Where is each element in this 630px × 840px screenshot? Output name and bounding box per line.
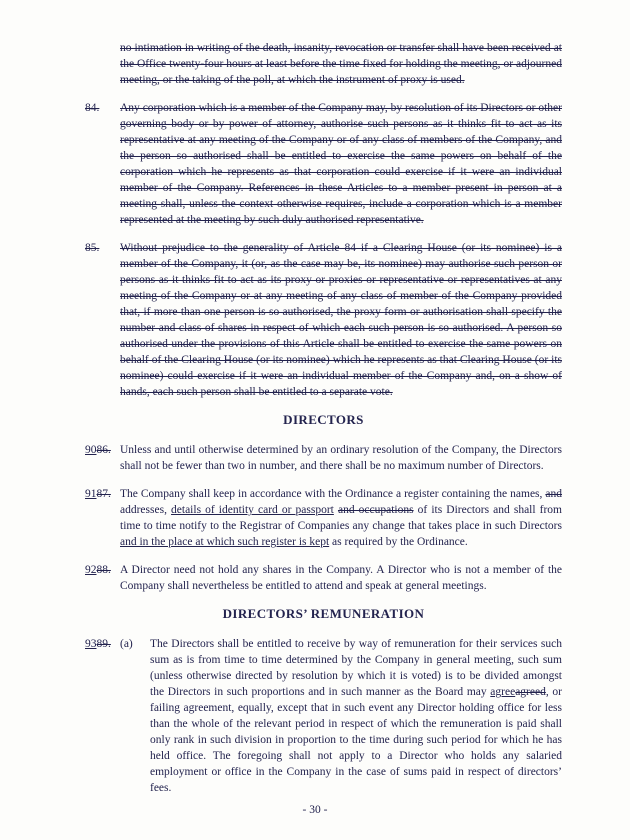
- text-segment-underline: agree: [490, 686, 516, 698]
- numbered-paragraph: [85, 636, 562, 796]
- text-segment-underline: 93: [85, 638, 97, 650]
- text-segment-plain: , or failing agreement, equally, except that in such event any Director holding office for less than the whole of the relevant period in respect of which the remuneration is paid shall only rank in such division in proportion to the time during such period for which he has held office. The foregoing shall not apply to a Director who holds any salaried employment or office in the Company in the case of sums paid in respect of directors’ fees.: [150, 686, 562, 794]
- text-segment-strike: Any corporation which is a member of the Company may, by resolution of its Directors or other governing body or by power of attorney, authorise such persons as it thinks fit to act as its representative at any meeting of the Company or of any class of members of the Company, and the person so authorised shall be entitled to exercise the same powers on behalf of the corporation which he represents as that corporation could exercise if it were an individual member of the Company. References in these Articles to a member present in person at a meeting shall, unless the context otherwise requires, include a corporation which is a member represented at the meeting by such duly authorised representative.: [120, 102, 562, 226]
- numbered-paragraph: [85, 240, 562, 400]
- paragraph-text: [120, 40, 562, 88]
- paragraph-text: [120, 100, 562, 228]
- text-segment-plain: A Director need not hold any shares in the Company. A Director who is not a member of the Company shall nevertheless be entitled to attend and speak at general meetings.: [120, 564, 562, 592]
- article-number: [85, 240, 120, 400]
- paragraph-text: [120, 486, 562, 550]
- section-heading: DIRECTORS’ REMUNERATION: [222, 606, 425, 621]
- numbered-paragraph: [85, 442, 562, 474]
- text-segment-strike: 84.: [85, 102, 100, 114]
- continuation-paragraph: [85, 40, 562, 88]
- text-segment-underline: details of identity card or passport: [171, 504, 334, 516]
- numbered-paragraph: [85, 100, 562, 228]
- text-segment-strike: no intimation in writing of the death, insanity, revocation or transfer shall have been received at the Office twenty-four hours at least before the time fixed for holding the meeting, or adjourned meeting, or the taking of the poll, at which the instrument of proxy is used.: [120, 42, 562, 86]
- text-segment-strike: and: [545, 488, 562, 500]
- text-segment-strike: agreed: [515, 686, 546, 698]
- text-segment-plain: The Directors shall be entitled to receive by way of remuneration for their services such sum as is from time to time determined by the Company in general meeting, such sum (unless otherwise directed by resolution by which it is voted) is to be divided amongst the Directors in such proportions and in such manner as the Board may: [150, 638, 562, 698]
- text-segment-strike: 86.: [96, 444, 111, 456]
- paragraph-text: [120, 562, 562, 594]
- document-body: [85, 40, 562, 796]
- text-segment-underline: 92: [85, 564, 97, 576]
- text-segment-strike: and occupations: [337, 504, 414, 516]
- text-segment-underline: 91: [85, 488, 97, 500]
- article-number: [85, 442, 120, 474]
- text-segment-plain: of its Directors and shall from time to time notify to the Registrar of Companies any change that takes place in such Directors: [120, 504, 562, 532]
- section-heading: DIRECTORS: [283, 412, 364, 427]
- text-segment-plain: The Company shall keep in accordance with the Ordinance a register containing the names,: [120, 488, 546, 500]
- text-segment-plain: Unless and until otherwise determined by an ordinary resolution of the Company, the Directors shall not be fewer than two in number, and there shall be no maximum number of Directors.: [120, 444, 562, 472]
- article-number: [85, 40, 120, 88]
- paragraph-text: [150, 636, 562, 796]
- paragraph-text: [120, 240, 562, 400]
- article-number: [85, 100, 120, 228]
- numbered-paragraph: [85, 562, 562, 594]
- article-number: [85, 486, 120, 550]
- text-segment-strike: 87.: [96, 488, 111, 500]
- text-segment-strike: 88.: [96, 564, 111, 576]
- article-number: [85, 562, 120, 594]
- text-segment-underline: 90: [85, 444, 97, 456]
- text-segment-plain: as required by the Ordinance.: [329, 536, 468, 548]
- text-segment-strike: Without prejudice to the generality of Article 84 if a Clearing House (or its nominee) is a member of the Company, it (or, as the case may be, its nominee) may authorise such person or persons as it thinks fit to act as its proxy or proxies or representative or representatives at any meeting of the Company or at any meeting of any class of member of the Company provided that, if more than one person is so authorised, the proxy form or authorisation shall specify the number and class of shares in respect of which each such person is so authorised. A person so authorised under the provisions of this Article shall be entitled to exercise the same powers on behalf of the Clearing House (or its nominee) which he represents as that Clearing House (or its nominee) could exercise if it were an individual member of the Company and, on a show of hands, each such person shall be entitled to a separate vote.: [120, 242, 562, 398]
- text-segment-strike: 89.: [96, 638, 111, 650]
- text-segment-strike: 85.: [85, 242, 100, 254]
- article-number: [85, 636, 120, 796]
- paragraph-text: [120, 442, 562, 474]
- numbered-paragraph: [85, 486, 562, 550]
- sub-item-label: (a): [120, 638, 133, 650]
- page-number: - 30 -: [302, 804, 328, 816]
- text-segment-plain: addresses,: [120, 504, 172, 516]
- text-segment-underline: and in the place at which such register is kept: [120, 536, 330, 548]
